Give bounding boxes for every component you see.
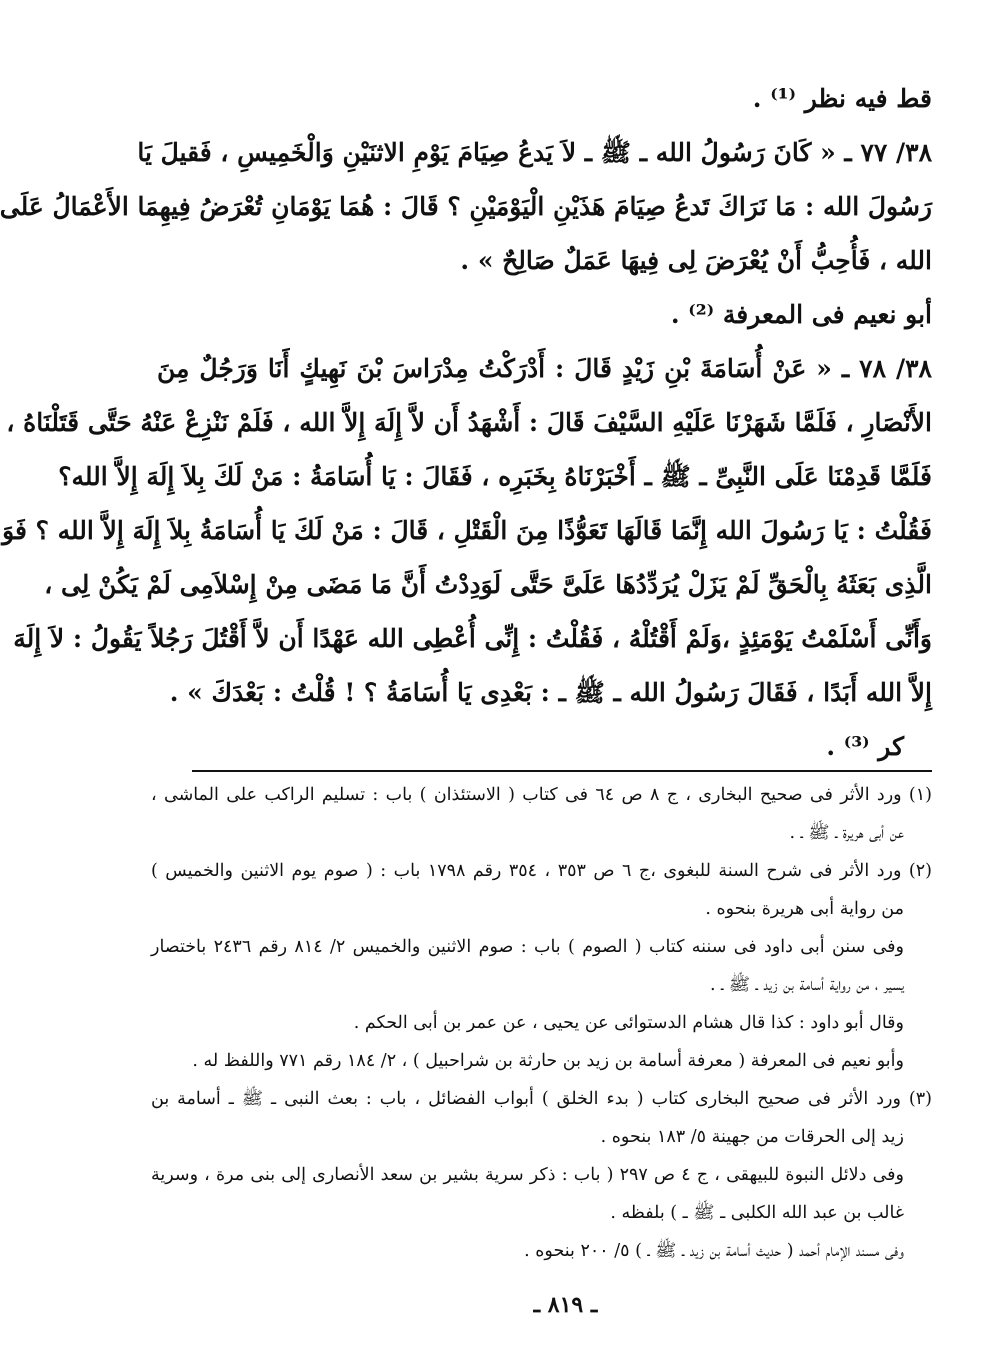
text-line-1: قط فيه نظر ⁽¹⁾ . (752, 84, 932, 113)
footnote-2-line-4: يسير ، من رواية أسامة بن زيد ـ ﷺ ـ . (710, 975, 904, 995)
hadith-78-line-7: إِلاَّ الله أَبَدًا ، فَقَالَ رَسُولُ الله ـ ﷺ ـ : بَعْدِى يَا أُسَامَةُ ؟ ! قُلْتُ : بَعْدَكَ » . (169, 678, 932, 707)
hadith-78-line-1: ٣٨/ ٧٨ ـ « عَنْ أُسَامَةَ بْنِ زَيْدٍ قَالَ : أَدْرَكْتُ مِدْرَاسَ بْنَ نَهِيكٍ أَنَا وَرَجُلٌ مِنَ (157, 354, 932, 383)
footnote-2-line-5: وقال أبو داود : كذا قال هشام الدستوائى عن يحيى ، عن عمر بن أبى الحكم . (353, 1013, 904, 1033)
page-number: ـ ٨١٩ ـ (533, 1292, 598, 1318)
hadith-77-line-3: الله ، فَأُحِبُّ أَنْ يُعْرَضَ لِى فِيهَا عَمَلٌ صَالِحٌ » . (460, 246, 932, 275)
hadith-78-line-2: الأَنْصَارِ ، فَلَمَّا شَهَرْنَا عَلَيْهِ السَّيْفَ قَالَ : أَشْهَدُ أَن لاَّ إِلَهَ إِلاَّ الله ، فَلَمْ نَنْزِعْ عَنْهُ حَتَّى قَتَلْنَاهُ ، (6, 408, 932, 437)
footnote-1-line-2: عن أبى هريرة ـ ﷺ ـ . (789, 823, 904, 843)
footnote-3-line-1: (٣) ورد الأثر فى صحيح البخارى كتاب ( بدء الخلق ) أبواب الفضائل ، باب : بعث النبى ـ ﷺ ـ أسامة بن (151, 1089, 932, 1109)
footnote-3-line-3: وفى دلائل النبوة للبيهقى ، ج ٤ ص ٢٩٧ ( باب : ذكر سرية بشير بن سعد الأنصارى إلى بنى مرة ، وسرية (151, 1165, 904, 1185)
footnotes-block (151, 776, 932, 1270)
main-text-block (0, 72, 932, 774)
hadith-77-line-1: ٣٨/ ٧٧ ـ « كَانَ رَسُولُ الله ـ ﷺ ـ لاَ يَدعُ صِيَامَ يَوْمِ الاثنَيْنِ وَالْخَمِيسِ ، فَقيلَ يَا (137, 138, 932, 167)
footnote-3-line-2: زيد إلى الحرقات من جهينة ٥/ ١٨٣ بنحوه . (600, 1127, 904, 1147)
hadith-78-line-6: وَأَنِّى أَسْلَمْتُ يَوْمَئِذٍ ،وَلَمْ أَقْتُلْهُ ، فَقُلْتُ : إِنِّى أُعْطِى الله عَهْدًا أَن لاَّ أَقْتُلَ رَجُلاً يَقُولُ : لاَ إِلَهَ (13, 624, 932, 653)
hadith-77-source: أبو نعيم فى المعرفة ⁽²⁾ . (670, 300, 932, 329)
footnote-divider (192, 770, 932, 772)
footnote-2-line-6: وأبو نعيم فى المعرفة ( معرفة أسامة بن زيد بن حارثة بن شراحبيل ) ، ٢/ ١٨٤ رقم ٧٧١ واللفظ له . (192, 1051, 904, 1071)
hadith-78-source: كر ⁽³⁾ . (826, 732, 904, 761)
footnote-3-line-5: وفى مسند الإمام أحمد ( حديث أسامة بن زيد ـ ﷺ ـ ) ٥/ ٢٠٠ بنحوه . (524, 1241, 904, 1261)
footnote-1-line-1: (١) ورد الأثر فى صحيح البخارى ، ج ٨ ص ٦٤ فى كتاب ( الاستئذان ) باب : تسليم الراكب على الماشى ، (151, 785, 932, 805)
hadith-77-line-2: رَسُولَ الله : مَا نَرَاكَ تَدعُ صِيَامَ هَذَيْنِ الْيَوْمَيْنِ ؟ قَالَ : هُمَا يَوْمَانِ تُعْرَضُ فِيهِمَا الأَعْمَالُ عَلَى (0, 192, 932, 221)
hadith-78-line-4: فَقُلْتُ : يَا رَسُولَ الله إِنَّمَا قَالَهَا تَعَوُّذًا مِنَ الْقَتْلِ ، قَالَ : مَنْ لَكَ يَا أُسَامَةُ بِلاَ إِلَهَ إِلاَّ الله ؟ فَوَ (2, 516, 932, 545)
footnote-2-line-1: (٢) ورد الأثر فى شرح السنة للبغوى ،ج ٦ ص ٣٥٣ ، ٣٥٤ رقم ١٧٩٨ باب : ( صوم يوم الاثنين والخميس ) (151, 861, 932, 881)
footnote-2-line-3: وفى سنن أبى داود فى سننه كتاب ( الصوم ) باب : صوم الاثنين والخميس ٢/ ٨١٤ رقم ٢٤٣٦ باختصار (151, 937, 904, 957)
hadith-78-line-5: الَّذِى بَعَثَهُ بِالْحَقِّ لَمْ يَزَلْ يُرَدِّدُهَا عَلَىَّ حَتَّى لَوَدِدْتُ أَنَّ مَا مَضَى مِنْ إِسْلاَمِى لَمْ يَكُنْ لِى ، (44, 570, 932, 599)
footnote-2-line-2: من رواية أبى هريرة بنحوه . (705, 899, 904, 919)
hadith-78-line-3: فَلَمَّا قَدِمْنَا عَلَى النَّبِىِّ ـ ﷺ ـ أَخْبَرْنَاهُ بِخَبَرِه ، فَقَالَ : يَا أُسَامَةُ : مَنْ لَكَ بِلاَ إِلَهَ إِلاَّ الله؟ (58, 462, 932, 491)
footnote-3-line-4: غالب بن عبد الله الكلبى ـ ﷺ ـ ) بلفظه . (610, 1203, 904, 1223)
